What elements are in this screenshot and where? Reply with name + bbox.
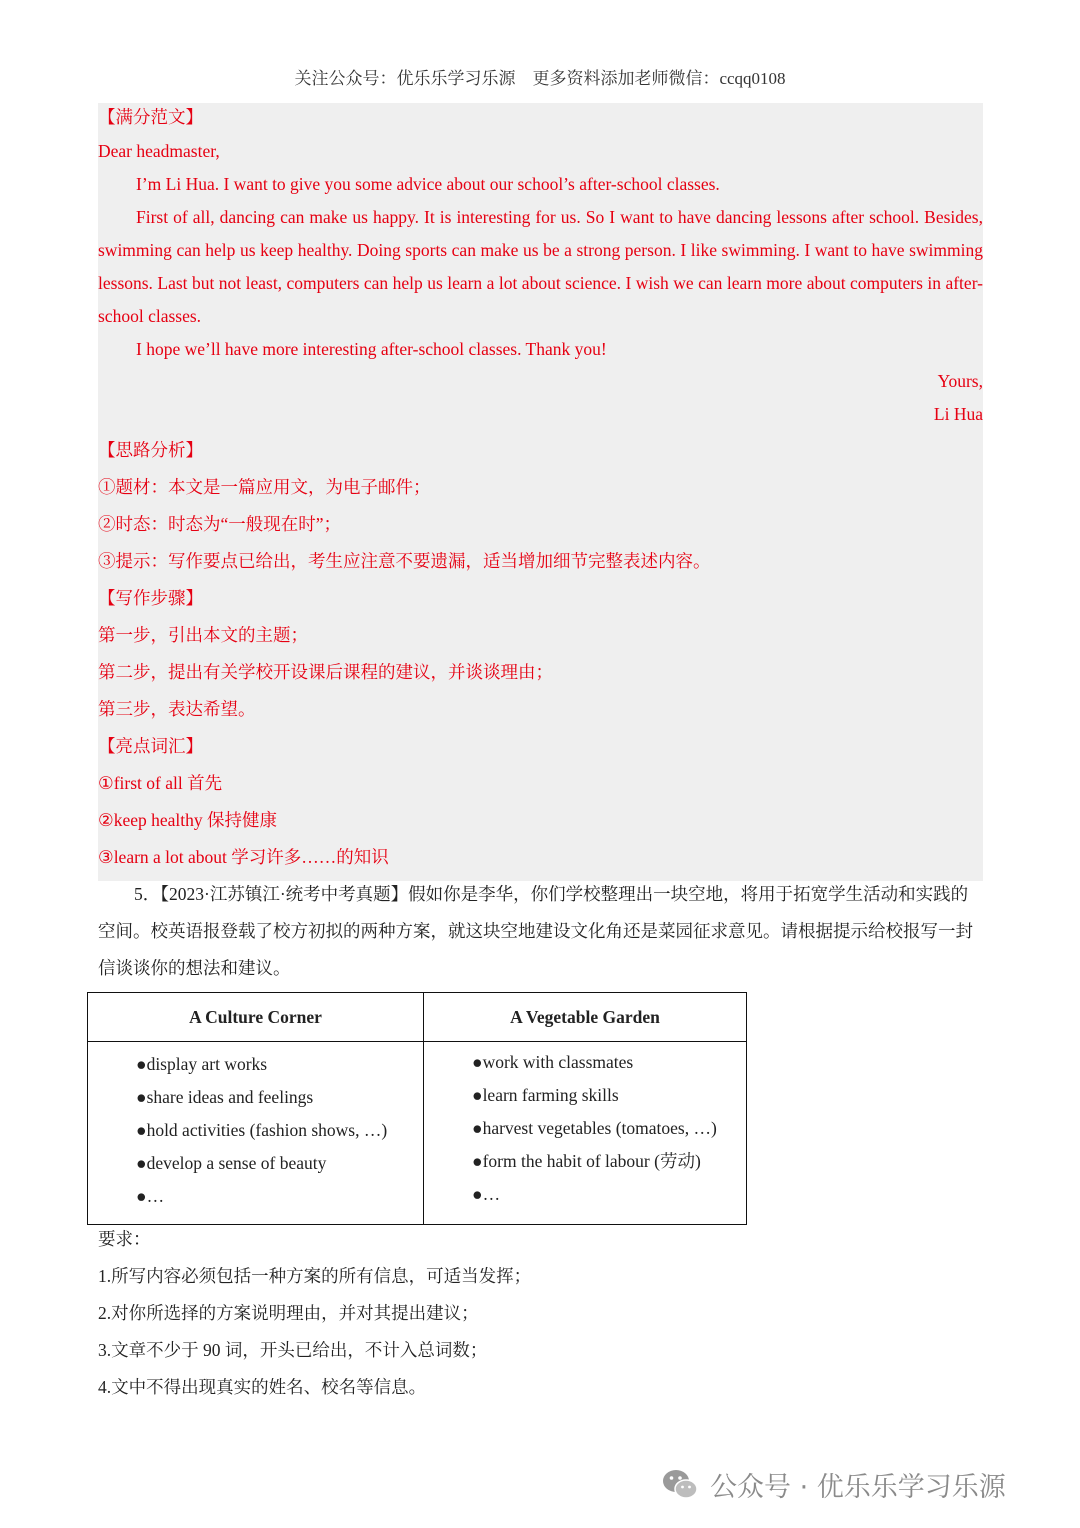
question-5-prompt: 5．【2023·江苏镇江·统考中考真题】假如你是李华，你们学校整理出一块空地，将用于拓宽学生活动和实践的空间。校英语报登载了校方初拟的两种方案，就这块空地建设文化角还是菜园征求意见。请根据提示给校报写一封信谈谈你的想法和建议。: [98, 884, 973, 978]
list-item: ●work with classmates: [472, 1052, 634, 1072]
wechat-icon: [660, 1464, 700, 1504]
list-item: ●learn farming skills: [472, 1085, 619, 1105]
essay-paragraph-1: I’m Li Hua. I want to give you some advice about our school’s after-school classes.: [136, 174, 720, 194]
table-header-culture-corner: A Culture Corner: [88, 993, 424, 1042]
essay-paragraph-3: I hope we’ll have more interesting after-school classes. Thank you!: [136, 339, 607, 359]
requirement-item-1: 1.所写内容必须包括一种方案的所有信息，可适当发挥；: [98, 1266, 532, 1286]
options-table: [87, 992, 747, 1225]
closing: Yours,: [937, 371, 983, 391]
essay-paragraph-2: First of all, dancing can make us happy. It is interesting for us. So I want to have dancing lessons after school. Besides, swimming can help us keep healthy. Doing sports can make us be a strong person. I like swimming. I want to have swimming lessons. Last but not least, computers can help us learn a lot about science. I wish we can learn more about computers in after-school classes.: [98, 207, 983, 326]
culture-corner-cell: [88, 1042, 424, 1225]
section-title-model-essay: 【满分范文】: [98, 107, 203, 127]
vegetable-garden-cell: [424, 1042, 747, 1225]
list-item: ●share ideas and feelings: [136, 1087, 314, 1107]
requirement-item-4: 4.文中不得出现真实的姓名、校名等信息。: [98, 1377, 427, 1397]
list-item: ●…: [472, 1184, 501, 1204]
list-item: ●display art works: [136, 1054, 268, 1074]
section-title-analysis: 【思路分析】: [98, 440, 203, 460]
vocab-item-3: ③learn a lot about 学习许多……的知识: [98, 847, 389, 867]
watermark-text: 公众号 · 优乐乐学习乐源: [710, 1471, 1006, 1503]
requirement-item-3: 3.文章不少于 90 词，开头已给出，不计入总词数；: [98, 1340, 488, 1360]
section-title-vocab: 【亮点词汇】: [98, 736, 203, 756]
list-item: ●hold activities (fashion shows, …): [136, 1120, 388, 1140]
list-item: ●form the habit of labour (劳动): [472, 1151, 701, 1171]
analysis-item-2: ②时态：时态为“一般现在时”；: [98, 514, 342, 534]
table-header-vegetable-garden: A Vegetable Garden: [424, 993, 747, 1042]
analysis-item-1: ①题材：本文是一篇应用文，为电子邮件；: [98, 477, 431, 497]
watermark: [660, 1462, 1006, 1506]
list-item: ●…: [136, 1186, 165, 1206]
section-title-steps: 【写作步骤】: [98, 588, 203, 608]
step-item-1: 第一步，引出本文的主题；: [98, 625, 308, 645]
requirement-item-2: 2.对你所选择的方案说明理由，并对其提出建议；: [98, 1303, 479, 1323]
vocab-item-1: ①first of all 首先: [98, 773, 223, 793]
list-item: ●harvest vegetables (tomatoes, …): [472, 1118, 717, 1138]
analysis-item-3: ③提示：写作要点已给出，考生应注意不要遗漏，适当增加细节完整表述内容。: [98, 551, 711, 571]
requirements-title: 要求：: [98, 1229, 151, 1249]
page-header: 关注公众号：优乐乐学习乐源 更多资料添加老师微信：ccqq0108: [294, 69, 786, 88]
step-item-3: 第三步，表达希望。: [98, 699, 256, 719]
list-item: ●develop a sense of beauty: [136, 1153, 327, 1173]
salutation: Dear headmaster,: [98, 141, 220, 161]
vocab-item-2: ②keep healthy 保持健康: [98, 810, 277, 830]
step-item-2: 第二步，提出有关学校开设课后课程的建议，并谈谈理由；: [98, 662, 553, 682]
signature: Li Hua: [933, 404, 983, 424]
